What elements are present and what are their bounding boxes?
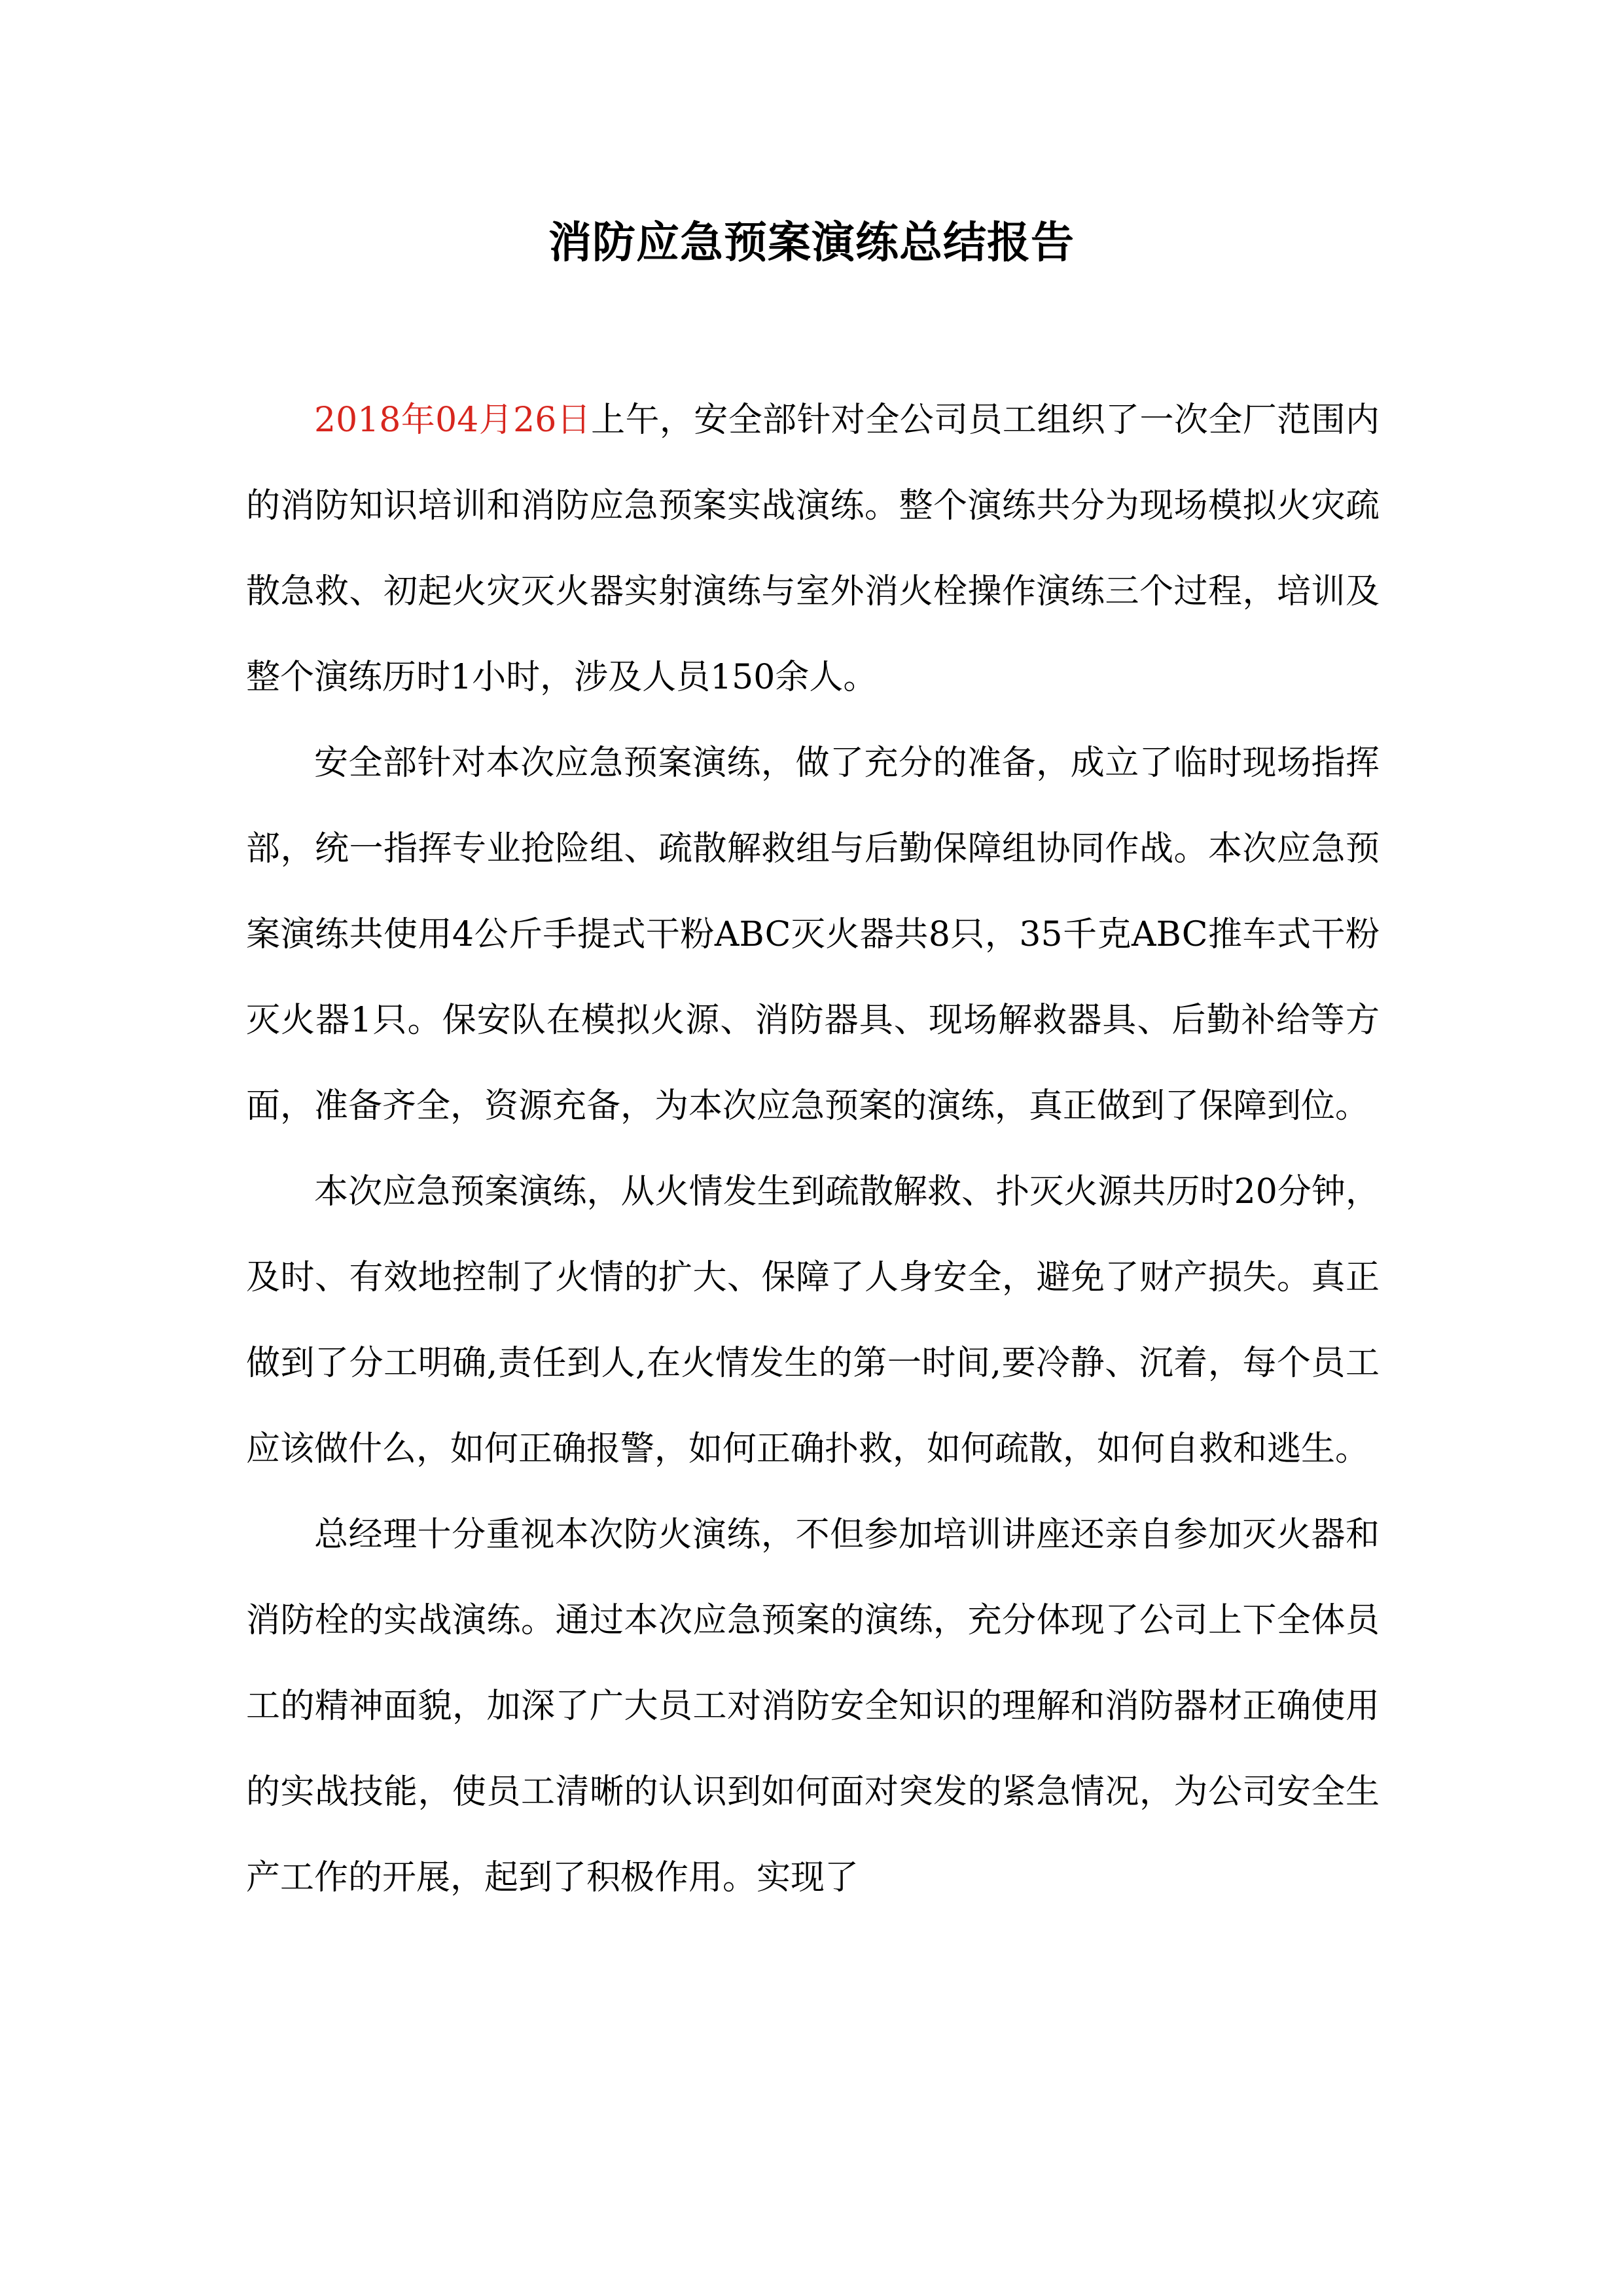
document-title: 消防应急预案演练总结报告 <box>548 217 1075 268</box>
paragraph-1 <box>246 378 1380 721</box>
paragraph-3: 本次应急预案演练，从火情发生到疏散解救、扑灭火源共历时20分钟，及时、有效地控制了火情的扩大、保障了人身安全，避免了财产损失。真正做到了分工明确,责任到人,在火情发生的第一时间,要冷静、沉着，每个员工应该做什么，如何正确报警，如何正确扑救，如何疏散，如何自救和逃生。 <box>246 1172 1380 1469</box>
paragraph-2: 安全部针对本次应急预案演练，做了充分的准备，成立了临时现场指挥部，统一指挥专业抢险组、疏散解救组与后勤保障组协同作战。本次应急预案演练共使用4公斤手提式干粉ABC灭火器共8只，35千克ABC推车式干粉灭火器1只。保安队在模拟火源、消防器具、现场解救器具、后勤补给等方面，准备齐全，资源充备，为本次应急预案的演练，真正做到了保障到位。 <box>246 744 1380 1126</box>
paragraph-4: 总经理十分重视本次防火演练，不但参加培训讲座还亲自参加灭火器和消防栓的实战演练。通过本次应急预案的演练，充分体现了公司上下全体员工的精神面貌，加深了广大员工对消防安全知识的理解和消防器材正确使用的实战技能，使员工清晰的认识到如何面对突发的紧急情况，为公司安全生产工作的开展，起到了积极作用。实现了 <box>246 1515 1380 1897</box>
document-body <box>246 378 1380 1921</box>
paragraph-1-text: 上午，安全部针对全公司员工组织了一次全厂范围内的消防知识培训和消防应急预案实战演练。整个演练共分为现场模拟火灾疏散急救、初起火灾灭火器实射演练与室外消火栓操作演练三个过程，培训及整个演练历时1小时，涉及人员150余人。 <box>246 401 1380 697</box>
highlighted-date: 2018年04月26日 <box>314 401 592 440</box>
